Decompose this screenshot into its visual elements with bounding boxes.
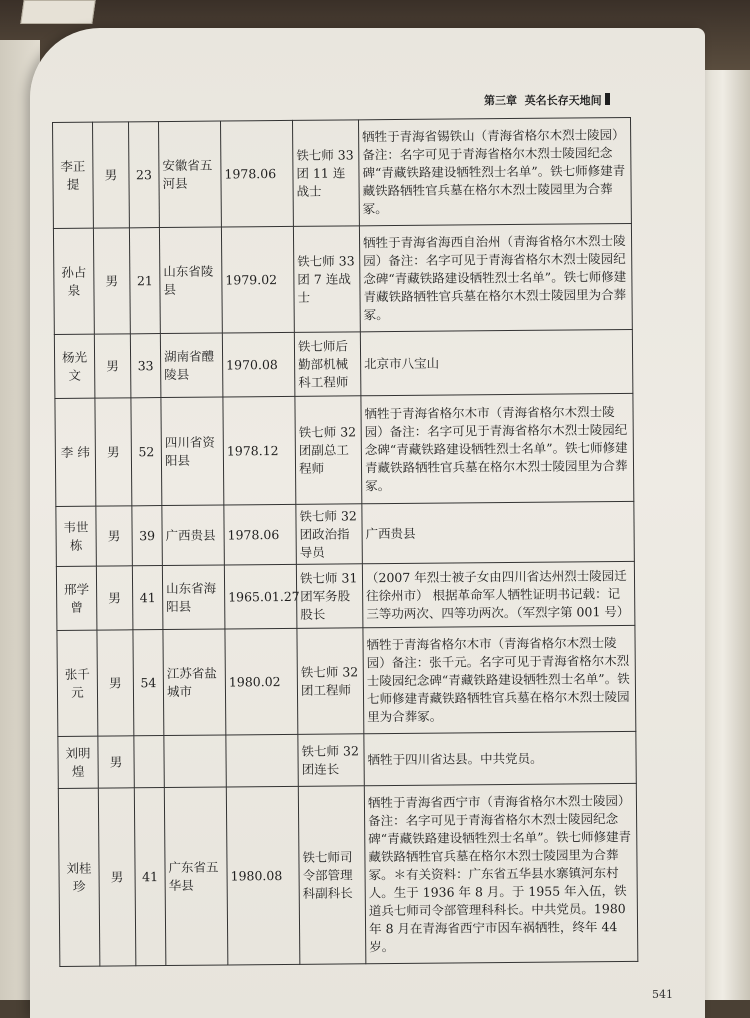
age-cell: 54: [133, 630, 164, 736]
gender-cell: 男: [93, 122, 130, 228]
name-cell: 孙占泉: [53, 228, 94, 334]
age-cell: 21: [129, 228, 160, 334]
chapter-title: 英名长存天地间: [524, 94, 602, 107]
table-row: [58, 783, 638, 966]
date-cell: 1980.08: [226, 786, 300, 965]
name-cell: 刘明煌: [58, 736, 98, 788]
unit-cell: 铁七师 33 团 11 连战士: [292, 120, 359, 227]
book-corner: [20, 0, 95, 24]
note-cell: 牺牲于四川省达县。中共党员。: [364, 731, 636, 785]
note-cell: 牺牲于青海省锡铁山（青海省格尔木烈士陵园）备注：名字可见于青海省格尔木烈士陵园纪念碑“青藏铁路建设牺牲烈士名单”。铁七师修建青藏铁路牺牲官兵墓在格尔木烈士陵园里为合葬冢。: [358, 117, 631, 225]
age-cell: 39: [132, 506, 163, 566]
hometown-cell: 四川省资阳县: [161, 397, 224, 506]
name-cell: 韦世栋: [56, 506, 97, 566]
gender-cell: 男: [97, 630, 134, 736]
note-cell: 牺牲于青海省格尔木市（青海省格尔木烈士陵园）备注：名字可见于青海省格尔木烈士陵园纪念碑“青藏铁路建设牺牲烈士名单”。铁七师修建青藏铁路牺牲官兵墓在格尔木烈士陵园里为合葬冢。: [361, 393, 634, 503]
note-cell: 牺牲于青海省格尔木市（青海省格尔木烈士陵园）备注：张千元。名字可见于青海省格尔木烈士陵园纪念碑“青藏铁路建设牺牲烈士名单”。铁七师修建青藏铁路牺牲官兵墓在格尔木烈士陵园里为合葬冢。: [363, 625, 636, 733]
unit-cell: 铁七师 32 团政治指导员: [296, 504, 363, 565]
unit-cell: 铁七师司令部管理科副科长: [298, 786, 366, 965]
age-cell: [134, 736, 164, 788]
name-cell: 邢学曾: [56, 566, 97, 630]
gender-cell: 男: [95, 398, 132, 506]
name-cell: 李正提: [53, 122, 94, 228]
table-row: [53, 223, 632, 334]
unit-cell: 铁七师 32 团副总工程师: [295, 396, 362, 505]
date-cell: 1965.01.27: [224, 564, 297, 629]
hometown-cell: 湖南省醴陵县: [160, 333, 223, 398]
age-cell: 33: [130, 334, 161, 398]
hometown-cell: 山东省陵县: [159, 227, 222, 334]
table-row: [54, 329, 633, 398]
header-marker: [605, 93, 610, 105]
age-cell: 52: [131, 398, 162, 506]
name-cell: 杨光文: [54, 334, 95, 398]
page-number: 541: [652, 988, 673, 1001]
unit-cell: 铁七师 33 团 7 连战士: [293, 226, 360, 333]
martyr-roster-table: [52, 117, 638, 967]
age-cell: 23: [129, 122, 160, 228]
table-row: [56, 561, 635, 630]
date-cell: 1978.06: [220, 120, 293, 227]
hometown-cell: 安徽省五河县: [159, 121, 222, 228]
date-cell: 1978.06: [224, 504, 297, 565]
date-cell: 1970.08: [222, 332, 295, 397]
gender-cell: 男: [98, 736, 134, 788]
note-cell: （2007 年烈士被子女由四川省达州烈士陵园迁往徐州市） 根据革命军人牺牲证明书记载：记三等功两次、四等功两次。（军烈字第 001 号）: [362, 561, 635, 627]
note-cell: 牺牲于青海省西宁市（青海省格尔木烈士陵园）备注：名字可见于青海省格尔木烈士陵园纪念碑“青藏铁路建设牺牲烈士名单”。铁七师修建青藏铁路牺牲官兵墓在格尔木烈士陵园里为合葬冢。＊有关资料：广东省五华县水寨镇河东村人。生于 1936 年 8 月。于 1955 年入伍，铁道兵七师司令部管理科科长。中共党员。1980 年 8 月在青海省西宁市因车祸牺牲，终年 44 岁。: [364, 783, 638, 963]
gender-cell: 男: [93, 228, 130, 334]
date-cell: 1979.02: [221, 226, 294, 333]
hometown-cell: 江苏省盐城市: [163, 629, 226, 736]
table-row: [58, 731, 636, 788]
hometown-cell: 广西贵县: [162, 505, 225, 566]
gender-cell: 男: [94, 334, 131, 398]
table-row: [57, 625, 636, 736]
hometown-cell: 山东省海阳县: [162, 565, 225, 630]
running-header: [484, 92, 624, 112]
name-cell: 张千元: [57, 630, 98, 736]
unit-cell: 铁七师 32 团连长: [298, 734, 364, 787]
hometown-cell: 广东省五华县: [164, 787, 228, 966]
unit-cell: 铁七师 32 团工程师: [297, 628, 364, 735]
note-cell: 广西贵县: [362, 501, 635, 563]
gender-cell: 男: [96, 566, 133, 630]
table-row: [56, 501, 635, 566]
table-row: [55, 393, 634, 506]
table-row: [53, 117, 632, 228]
name-cell: 刘桂珍: [58, 788, 100, 966]
age-cell: 41: [134, 788, 166, 966]
unit-cell: 铁七师 31 团军务股股长: [296, 564, 363, 629]
gender-cell: 男: [96, 506, 133, 566]
name-cell: 李 纬: [55, 398, 96, 506]
hometown-cell: [164, 735, 226, 788]
gender-cell: 男: [98, 788, 136, 966]
note-cell: 牺牲于青海省海西自治州（青海省格尔木烈士陵园）备注：名字可见于青海省格尔木烈士陵园纪念碑“青藏铁路建设牺牲烈士名单”。铁七师修建青藏铁路牺牲官兵墓在格尔木烈士陵园里为合葬冢。: [359, 223, 632, 331]
date-cell: [226, 734, 298, 787]
chapter-label: 第三章: [484, 94, 517, 107]
unit-cell: 铁七师后勤部机械科工程师: [294, 332, 361, 397]
note-cell: 北京市八宝山: [360, 329, 633, 395]
date-cell: 1978.12: [223, 396, 296, 505]
date-cell: 1980.02: [225, 628, 298, 735]
age-cell: 41: [132, 566, 163, 630]
